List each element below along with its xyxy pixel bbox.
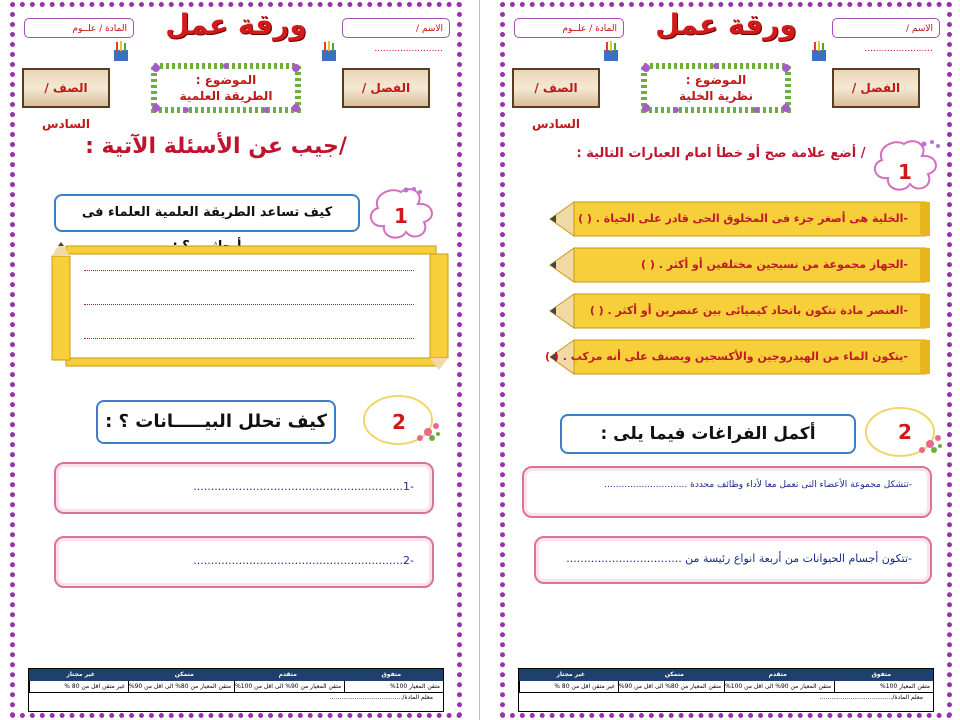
- question-box: كيف تساعد الطريقة العلمية العلماء فى: [54, 194, 360, 232]
- class-scroll: الفصل /: [832, 68, 920, 108]
- grade-header: غير مجتاز: [66, 671, 96, 678]
- question-box: كيف تحلل البيـــــانات ؟ :: [96, 400, 336, 444]
- fill-blank-box[interactable]: [534, 536, 932, 584]
- grade-header: متمكن: [664, 671, 684, 678]
- grade-criterion[interactable]: متقن المعيار 100%: [344, 681, 443, 692]
- question-box: أكمل الفراغات فيما يلى :: [560, 414, 856, 454]
- question-number: 1: [394, 204, 408, 228]
- fill-blank-text: -تتشكل مجموعة الأعضاء التى تعمل معا لأداء وظائف محددة .............................: [604, 480, 912, 490]
- answer-box[interactable]: [54, 536, 434, 588]
- statement-text: -الجهاز مجموعة من نسيجين مختلفين أو أكثر . ( ): [641, 258, 908, 271]
- answer-text: -1............................................................: [193, 480, 414, 493]
- worksheet-cell-theory: [496, 0, 956, 720]
- grade-criterion[interactable]: غير متقن اقل من 80 %: [29, 681, 128, 692]
- name-field[interactable]: الاسم / ........................: [832, 18, 940, 38]
- question-number: 2: [392, 410, 406, 434]
- topic-label: الموضوع :: [195, 73, 257, 87]
- grade-header: متمكن: [174, 671, 194, 678]
- grade-header: متقدم: [768, 671, 787, 678]
- true-false-statement[interactable]: [576, 248, 926, 284]
- grading-table: [28, 668, 444, 712]
- true-false-statement[interactable]: [576, 294, 926, 330]
- true-false-statement[interactable]: [576, 202, 926, 238]
- statement-text: -الخلية هى أصغر جزء فى المخلوق الحى قادر على الحياة . ( ): [578, 212, 908, 225]
- question-number: 1: [898, 160, 912, 184]
- topic-value: نظرية الخلية: [679, 89, 753, 103]
- subject-field: المادة / علــوم: [24, 18, 134, 38]
- answer-line[interactable]: [84, 270, 414, 271]
- answer-box[interactable]: [54, 462, 434, 514]
- topic-label: الموضوع :: [685, 73, 747, 87]
- topic-block: [156, 72, 296, 104]
- fill-blank-text: -تتكون أجسام الحيوانات من أربعة انواع رئيسة من .................................: [566, 552, 912, 565]
- teacher-signature: معلم المادة/......................................: [329, 694, 433, 701]
- name-field[interactable]: الاسم / ........................: [342, 18, 450, 38]
- answer-text: -2............................................................: [193, 554, 414, 567]
- question-number: 2: [898, 420, 912, 444]
- grade-criterion[interactable]: متقن المعيار من 90% الى اقل من 100%: [724, 681, 834, 692]
- pencil-frame-answer-area[interactable]: [46, 240, 446, 372]
- answer-line[interactable]: [84, 304, 414, 305]
- pencil-cup-icon: [318, 40, 340, 62]
- statement-text: -العنصر مادة تتكون باتحاد كيميائى بين عنصرين أو أكثر . ( ): [589, 304, 908, 317]
- grade-criterion[interactable]: متقن المعيار من 80% الى اقل من 90%: [128, 681, 234, 692]
- grade-scroll: الصف / السادس: [22, 68, 110, 108]
- topic-block: [646, 72, 786, 104]
- subject-field: المادة / علــوم: [514, 18, 624, 38]
- grade-header: غير مجتاز: [556, 671, 586, 678]
- main-heading: /جيب عن الأسئلة الآتية :: [85, 134, 347, 159]
- grade-criterion[interactable]: متقن المعيار من 90% الى اقل من 100%: [234, 681, 344, 692]
- grade-criterion[interactable]: متقن المعيار 100%: [834, 681, 933, 692]
- teacher-signature: معلم المادة/......................................: [819, 694, 923, 701]
- grade-header: متفوق: [381, 671, 402, 678]
- grade-header: متفوق: [871, 671, 892, 678]
- grade-criterion[interactable]: متقن المعيار من 80% الى اقل من 90%: [618, 681, 724, 692]
- sheet-title: ورقة عمل: [655, 8, 797, 41]
- class-scroll: الفصل /: [342, 68, 430, 108]
- grade-header: متقدم: [278, 671, 297, 678]
- worksheet-scientific-method: [6, 0, 466, 720]
- grading-table: [518, 668, 934, 712]
- topic-value: الطريقة العلمية: [179, 89, 273, 103]
- pencil-cup-icon: [808, 40, 830, 62]
- fill-blank-box[interactable]: [522, 466, 932, 518]
- pencil-cup-icon: [110, 40, 132, 62]
- grade-criterion[interactable]: غير متقن اقل من 80 %: [519, 681, 618, 692]
- pencil-cup-icon: [600, 40, 622, 62]
- main-heading: / أضع علامة صح أو خطأ امام العبارات التالية :: [576, 146, 866, 161]
- statement-text: -يتكون الماء من الهيدروجين والأكسجين ويصنف على أنه مركب . ( ): [545, 350, 908, 363]
- true-false-statement[interactable]: [545, 340, 926, 376]
- sheet-divider: [479, 0, 480, 720]
- answer-line[interactable]: [84, 338, 414, 339]
- grade-scroll: الصف / السادس: [512, 68, 600, 108]
- sheet-title: ورقة عمل: [165, 8, 307, 41]
